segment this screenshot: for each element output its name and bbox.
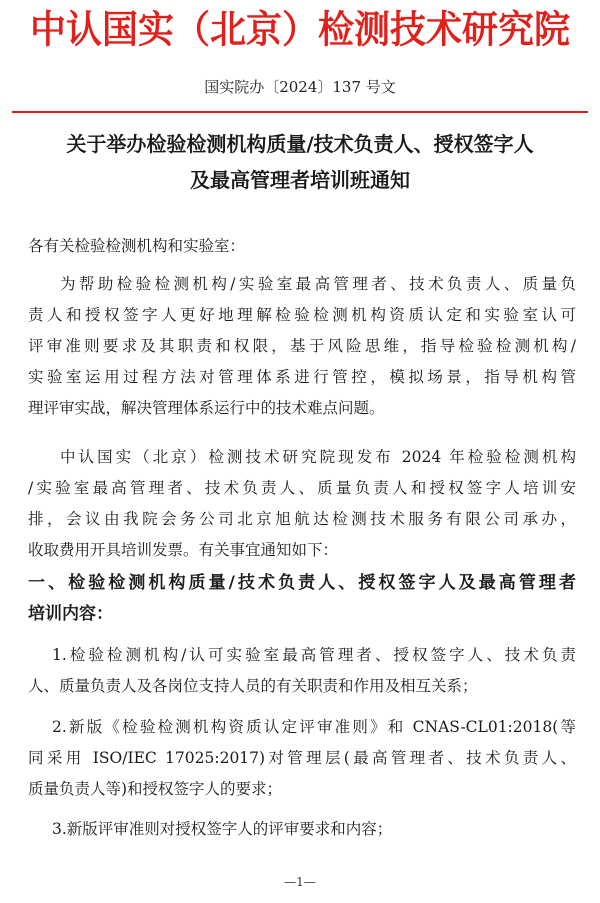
paragraph-1-line: 责人和授权签字人更好地理解检验检测机构资质认定和实验室认可 [28,306,576,324]
paragraph-1-line: 理评审实战，解决管理体系运行中的技术难点问题。 [28,399,385,417]
document-title-line-1: 关于举办检验检测机构质量/技术负责人、授权签字人 [66,132,534,156]
list-item-1-line: 1.检验检测机构/认可实验室最高管理者、授权签字人、技术负责 [52,646,576,664]
document-title-line-2: 及最高管理者培训班通知 [190,168,410,192]
section-heading-1: 培训内容： [28,604,113,624]
list-item-1-line: 人、质量负责人及各岗位支持人员的有关职责和作用及相互关系； [28,677,478,695]
org-letterhead: 中认国实（北京）检测技术研究院 [29,9,570,53]
paragraph-2-line: 排，会议由我院会务公司北京旭航达检测技术服务有限公司承办， [28,510,576,528]
list-item-2-line: 同采用 ISO/IEC 17025:2017)对管理层(最高管理者、技术负责人、 [28,749,576,767]
paragraph-2-line: 收取费用开具培训发票。有关事宜通知如下： [28,541,339,559]
list-item-2-line: 2.新版《检验检测机构资质认定评审准则》和 CNAS-CL01:2018(等 [52,718,576,736]
paragraph-1-line: 评审准则要求及其职责和权限，基于风险思维，指导检验检测机构/ [28,337,576,355]
paragraph-2-line: /实验室最高管理者、技术负责人、质量负责人和授权签字人培训安 [28,479,576,497]
page-number: —1— [284,875,316,889]
header-divider [12,111,588,113]
paragraph-1-line: 实验室运用过程方法对管理体系进行管控，模拟场景，指导机构管 [28,368,576,386]
list-item-3-line: 3.新版评审准则对授权签字人的评审要求和内容； [52,820,393,838]
salutation: 各有关检验检测机构和实验室： [28,237,246,255]
paragraph-2-line: 中认国实（北京）检测技术研究院现发布 2024 年检验检测机构 [60,448,576,466]
document-number: 国实院办〔2024〕137 号文 [204,78,396,96]
list-item-2-line: 质量负责人等)和授权签字人的要求； [28,780,283,798]
paragraph-1-line: 为帮助检验检测机构/实验室最高管理者、技术负责人、质量负 [60,275,576,293]
section-heading-1: 一、检验检测机构质量/技术负责人、授权签字人及最高管理者 [28,573,576,593]
